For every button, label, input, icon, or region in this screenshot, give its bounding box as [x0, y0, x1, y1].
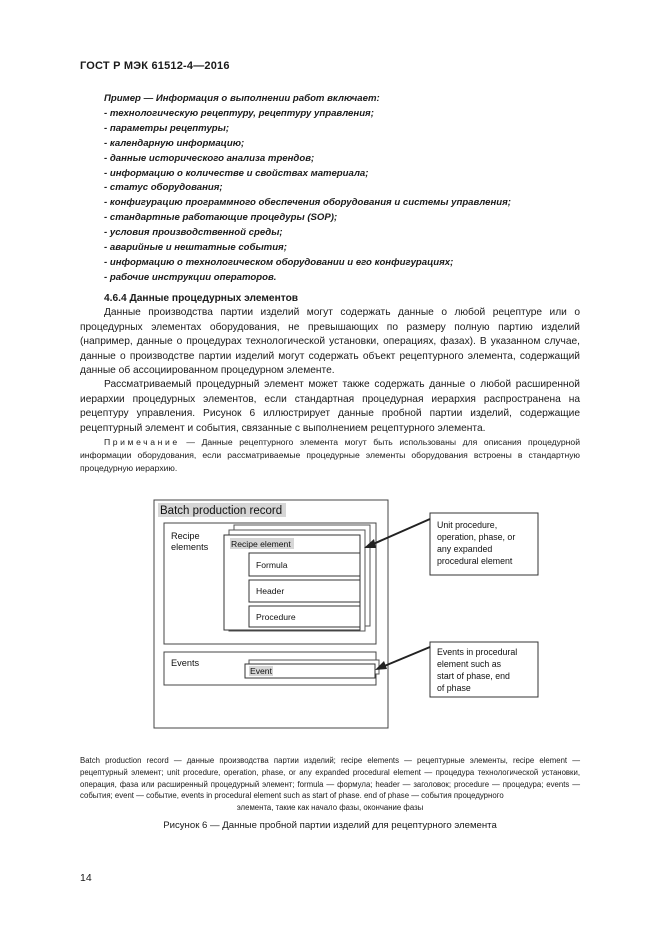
callout-1-line-3: any expanded	[437, 544, 493, 554]
formula-label: Formula	[256, 560, 288, 570]
paragraph-text: Данные производства партии изделий могут содержать данные о любой рецептуре или о процедурных элементах оборудования, не превышающих по размеру полную партию изделий (например, данные о процедурах технологической установки, операциях, фазах). В указанном случае, данные о производстве партии изделий могут содержать объект рецептурного элемента, содержащий данные об ассоциированном процедурном элементе.	[80, 307, 580, 377]
callout-2-line-4: of phase	[437, 683, 471, 693]
list-item: - данные исторического анализа трендов;	[104, 152, 315, 164]
callout-1-line-1: Unit procedure,	[437, 520, 498, 530]
note	[80, 436, 580, 474]
note-text: — Данные рецептурного элемента могут быть использованы для описания процедурной информации оборудования, если рассматриваемые процедурные элементы оборудования встроены в стандартную процедурную иерархию.	[80, 437, 580, 473]
example-intro: Пример — Информация о выполнении работ включает:	[104, 93, 380, 104]
procedure-label: Procedure	[256, 612, 296, 622]
list-item: - параметры рецептуры;	[104, 122, 230, 134]
callout-arrow-2	[382, 647, 430, 667]
list-item: - стандартные работающие процедуры (SOP);	[104, 212, 338, 224]
figure-legend	[80, 755, 580, 814]
list-item: - рабочие инструкции операторов.	[104, 271, 277, 283]
list-item: - конфигурацию программного обеспечения оборудования и системы управления;	[104, 197, 511, 209]
figure-caption: Рисунок 6 — Данные пробной партии изделий для рецептурного элемента	[163, 820, 497, 831]
list-item: - статус оборудования;	[104, 182, 223, 194]
legend-text: Batch production record — данные производства партии изделий; recipe elements — рецептурные элементы, recipe element — рецептурный элемент; unit procedure, operation, phase, or any expanded procedural element — процедура технологической установки, операция, фаза или расширенный процедурный элемент; formula — формула; header — заголовок; procedure — процедура; events — события; event — событие, events in procedural element such as start of phase. end of phase — события процедурного	[80, 756, 580, 801]
legend-last-line: элемента, такие как начало фазы, окончание фазы	[236, 803, 424, 813]
callout-2-line-3: start of phase, end	[437, 671, 510, 681]
callout-1-line-2: operation, phase, or	[437, 532, 516, 542]
list-item: - условия производственной среды;	[104, 227, 283, 239]
callout-1-line-4: procedural element	[437, 556, 513, 566]
recipe-elements-label-2: elements	[171, 542, 209, 552]
recipe-elements-label-1: Recipe	[171, 531, 200, 541]
document-header: ГОСТ Р МЭК 61512-4—2016	[80, 60, 230, 72]
figure-6-diagram	[150, 497, 550, 732]
example-block	[104, 92, 574, 286]
batch-record-title: Batch production record	[160, 505, 283, 517]
paragraph-text: Рассматриваемый процедурный элемент может также содержать данные о любой расширенной иерархии процедурных элементов, если стандартная процедурная иерархия распространена на рецептуру управления. Рисунок 6 иллюстрирует данные пробной партии изделий, содержащие рецептурный элемент и события, связанные с выполнением рецептурного элемента.	[80, 379, 580, 434]
callout-2-line-1: Events in procedural	[437, 647, 518, 657]
paragraph	[80, 306, 580, 379]
list-item: - технологическую рецептуру, рецептуру управления;	[104, 107, 374, 119]
event-label: Event	[250, 666, 272, 676]
recipe-element-label: Recipe element	[231, 539, 291, 549]
list-item: - календарную информацию;	[104, 137, 245, 149]
page-number: 14	[80, 872, 92, 884]
note-label: Примечание	[104, 437, 180, 447]
events-label: Events	[171, 658, 200, 668]
list-item: - информацию о количестве и свойствах материала;	[104, 167, 369, 179]
section-title: 4.6.4 Данные процедурных элементов	[104, 293, 299, 304]
callout-2-line-2: element such as	[437, 659, 502, 669]
header-label: Header	[256, 586, 285, 596]
paragraph	[80, 378, 580, 436]
list-item: - аварийные и нештатные события;	[104, 242, 287, 254]
list-item: - информацию о технологическом оборудовании и его конфигурациях;	[104, 256, 454, 268]
